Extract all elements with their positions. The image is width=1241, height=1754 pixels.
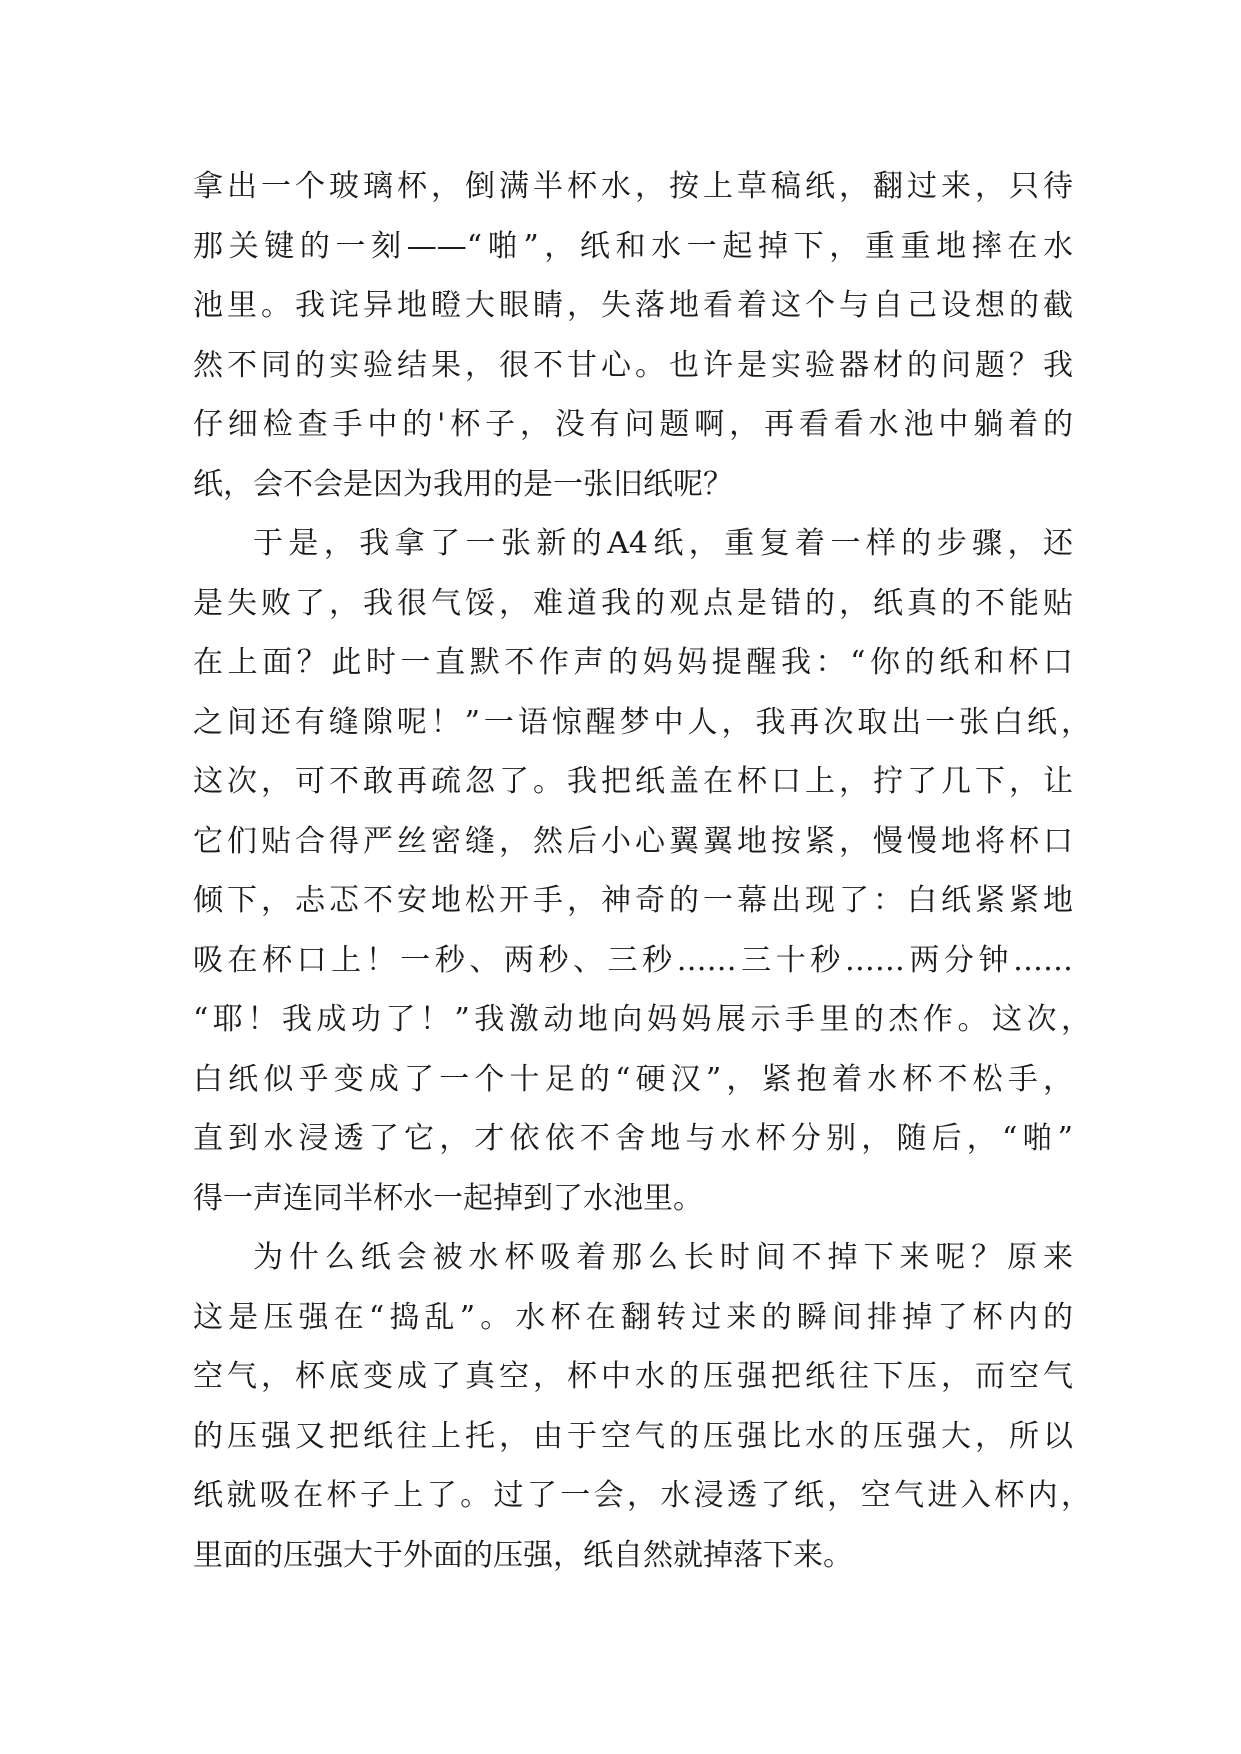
paragraph-first-line: 于是，我拿了一张新的A4纸，重复着一样的步骤，还 (253, 526, 1073, 561)
text-line: 它们贴合得严丝密缝，然后小心翼翼地按紧，慢慢地将杯口 (193, 824, 1073, 859)
text-line: 这次，可不敢再疏忽了。我把纸盖在杯口上，拧了几下，让 (193, 764, 1073, 799)
text-line: 直到水浸透了它，才依依不舍地与水杯分别，随后，“啪” (193, 1121, 1073, 1156)
paragraph-first-line: 为什么纸会被水杯吸着那么长时间不掉下来呢？原来 (253, 1240, 1073, 1275)
text-line: 之间还有缝隙呢！”一语惊醒梦中人，我再次取出一张白纸， (193, 705, 1091, 740)
text-line: 的压强又把纸往上托，由于空气的压强比水的压强大，所以 (193, 1419, 1073, 1454)
text-line: 仔细检查手中的'杯子，没有问题啊，再看看水池中躺着的 (193, 407, 1073, 442)
text-line: 里面的压强大于外面的压强，纸自然就掉落下来。 (193, 1538, 853, 1573)
text-line: 池里。我诧异地瞪大眼睛，失落地看着这个与自己设想的截 (193, 288, 1073, 323)
text-line: 拿出一个玻璃杯，倒满半杯水，按上草稿纸，翻过来，只待 (193, 169, 1073, 204)
text-line: 纸就吸在杯子上了。过了一会，水浸透了纸，空气进入杯内， (193, 1478, 1091, 1513)
text-line: 这是压强在“捣乱”。水杯在翻转过来的瞬间排掉了杯内的 (193, 1300, 1073, 1335)
text-line: 空气，杯底变成了真空，杯中水的压强把纸往下压，而空气 (193, 1359, 1073, 1394)
text-line: 是失败了，我很气馁，难道我的观点是错的，纸真的不能贴 (193, 586, 1073, 621)
text-line: 吸在杯口上！一秒、两秒、三秒……三十秒……两分钟…… (193, 943, 1073, 978)
text-line: 那关键的一刻——“啪”，纸和水一起掉下，重重地摔在水 (193, 229, 1073, 264)
text-line: 白纸似乎变成了一个十足的“硬汉”，紧抱着水杯不松手， (193, 1062, 1073, 1097)
text-line: 纸，会不会是因为我用的是一张旧纸呢？ (193, 467, 733, 502)
text-line: 得一声连同半杯水一起掉到了水池里。 (193, 1181, 703, 1216)
text-line: 然不同的实验结果，很不甘心。也许是实验器材的问题？我 (193, 348, 1073, 383)
text-line: 在上面？此时一直默不作声的妈妈提醒我：“你的纸和杯口 (193, 645, 1073, 680)
text-line: 倾下，忐忑不安地松开手，神奇的一幕出现了：白纸紧紧地 (193, 883, 1073, 918)
text-line: “耶！我成功了！”我激动地向妈妈展示手里的杰作。这次， (193, 1002, 1091, 1037)
